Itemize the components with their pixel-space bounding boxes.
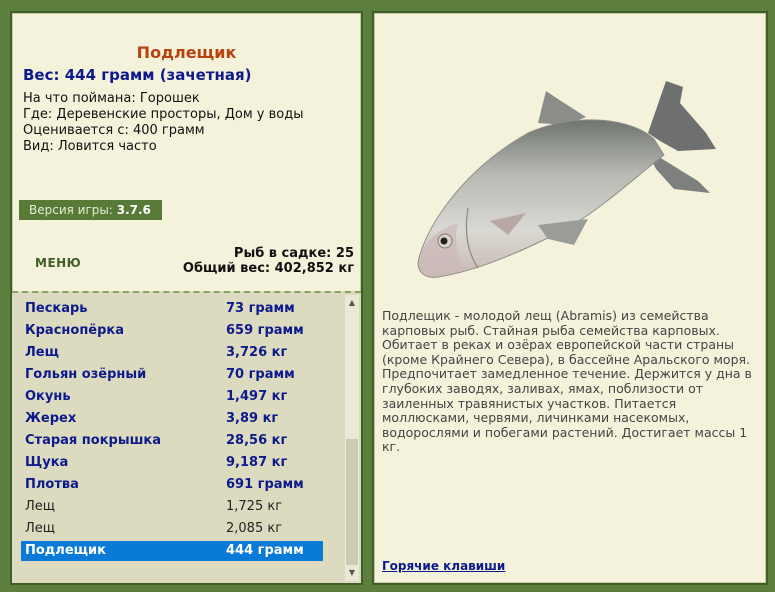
menu-button[interactable]: МЕНЮ — [35, 256, 82, 270]
fish-list-item-weight: 9,187 кг — [226, 455, 288, 470]
scrollbar[interactable] — [345, 295, 359, 581]
keep-total-weight: Общий вес: 402,852 кг — [182, 261, 354, 276]
fish-list-item[interactable] — [21, 321, 323, 341]
catch-weight: Вес: 444 грамм (зачетная) — [23, 66, 252, 84]
rated-line: Оценивается с: 400 грамм — [23, 123, 205, 138]
fish-list-item-name: Лещ — [25, 499, 56, 514]
kind-line: Вид: Ловится часто — [23, 139, 157, 154]
fish-list-item-weight: 1,725 кг — [226, 499, 283, 514]
keep-count: Рыб в садке: 25 — [233, 246, 354, 261]
catch-title: Подлещик — [136, 43, 237, 62]
fish-list-item-name: Щука — [25, 455, 69, 470]
fish-list-item-name: Гольян озёрный — [25, 367, 147, 382]
bait-line: На что поймана: Горошек — [23, 91, 200, 106]
version-value: 3.7.6 — [116, 203, 151, 217]
fish-list-item-weight: 3,89 кг — [226, 411, 279, 426]
fish-list-item-weight: 2,085 кг — [226, 521, 283, 536]
fish-list-item[interactable] — [21, 431, 323, 451]
fish-list-item[interactable] — [21, 387, 323, 407]
fish-list-item[interactable] — [21, 365, 323, 385]
fish-list-item-name: Краснопёрка — [25, 323, 125, 338]
scroll-thumb[interactable] — [346, 439, 358, 565]
fish-description: Подлещик - молодой лещ (Abramis) из семейства карповых рыб. Стайная рыба семейства карповых. Обитает в реках и озёрах европейской части страны (кроме Крайнего Севера), в бассейне Аральского моря. Предпочитает замедленное течение. Держится у дна в глубоких заводях, заливах, ямах, поблизости от заиленных травянистых участков. Питается моллюсками, червями, личинками насекомых, водорослями и побегами растений. Достигает массы 1 кг. — [382, 308, 752, 455]
fish-description-panel — [372, 11, 768, 585]
fish-list-item[interactable] — [21, 475, 323, 495]
fish-list-item-name: Плотва — [25, 477, 79, 492]
fish-list-item-weight: 70 грамм — [226, 367, 295, 382]
version-label: Версия игры: — [29, 203, 113, 217]
scroll-up-icon[interactable]: ▲ — [348, 298, 356, 307]
fish-list-item-name: Окунь — [25, 389, 71, 404]
fish-list-item-weight: 444 грамм — [226, 543, 304, 558]
scroll-down-icon[interactable]: ▼ — [348, 568, 356, 577]
bream-fish-image — [398, 63, 738, 293]
fish-list-item-weight: 28,56 кг — [226, 433, 288, 448]
fish-list-item-weight: 1,497 кг — [226, 389, 288, 404]
fish-list-item[interactable] — [21, 409, 323, 429]
fish-list-item[interactable] — [21, 497, 323, 517]
keep-net-list — [12, 291, 361, 583]
fish-list-item-weight: 3,726 кг — [226, 345, 288, 360]
fish-list-item-name: Лещ — [25, 345, 59, 360]
fish-list-item-name: Жерех — [25, 411, 77, 426]
fish-list-item[interactable] — [21, 541, 323, 561]
fish-list-item-name: Старая покрышка — [25, 433, 161, 448]
fish-list-item[interactable] — [21, 299, 323, 319]
fish-list-item[interactable] — [21, 343, 323, 363]
fish-list-item-name: Подлещик — [25, 543, 106, 558]
location-line: Где: Деревенские просторы, Дом у воды — [23, 107, 304, 122]
catch-info-panel — [10, 11, 363, 585]
fish-list-item-name: Лещ — [25, 521, 56, 536]
fish-list-item-weight: 659 грамм — [226, 323, 304, 338]
version-badge — [19, 200, 162, 220]
fish-list-item[interactable] — [21, 519, 323, 539]
fish-list-item-name: Пескарь — [25, 301, 88, 316]
fish-list-item[interactable] — [21, 453, 323, 473]
fish-list-item-weight: 691 грамм — [226, 477, 304, 492]
fish-list-item-weight: 73 грамм — [226, 301, 295, 316]
hotkeys-link[interactable]: Горячие клавиши — [382, 559, 506, 573]
